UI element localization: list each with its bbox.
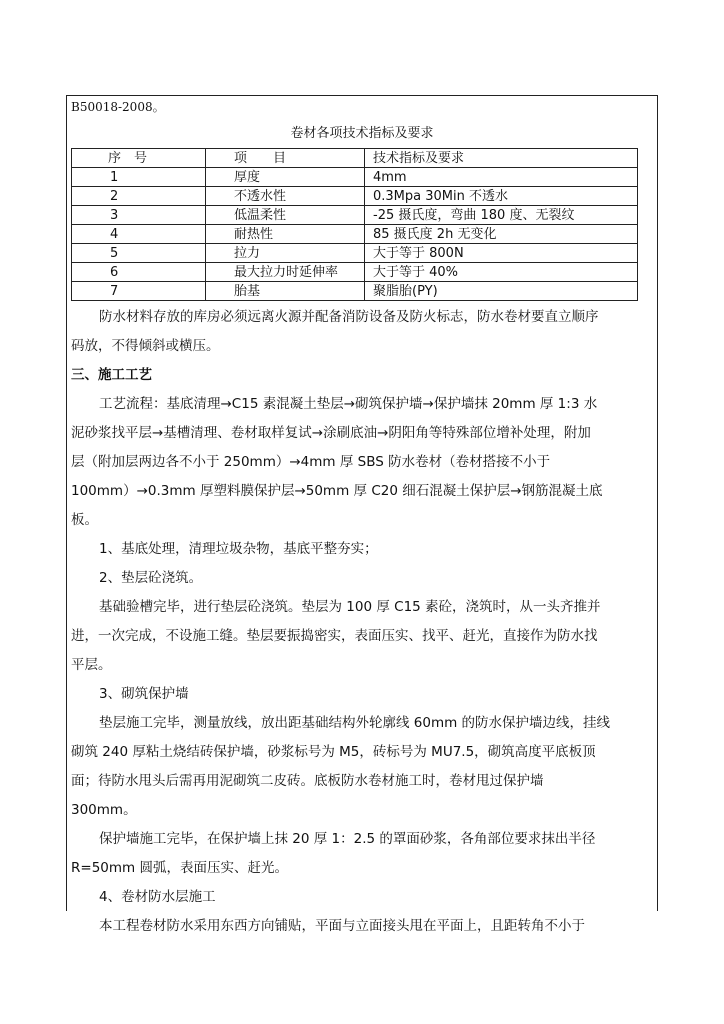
paragraph-plaster-cont: R=50mm 圆弧，表面压实、赶光。 bbox=[71, 860, 288, 876]
paragraph-wall-cont: 砌筑 240 厚粘土烧结砖保护墙，砂浆标号为 M5，砖标号为 MU7.5，砌筑高度平底板顶 bbox=[71, 744, 596, 760]
cell-item: 不透水性 bbox=[206, 187, 365, 206]
paragraph-storage-cont: 码放，不得倾斜或横压。 bbox=[71, 338, 220, 354]
paragraph-storage: 防水材料存放的库房必须远离火源并配备消防设备及防火标志，防水卷材要直立顺序 bbox=[99, 309, 599, 325]
cell-no: 2 bbox=[72, 187, 206, 206]
paragraph-process-cont: 层（附加层两边各不小于 250mm）→4mm 厚 SBS 防水卷材（卷材搭接不小于 bbox=[71, 454, 551, 470]
cell-requirement: 4mm bbox=[365, 168, 638, 187]
paragraph-process-cont: 泥砂浆找平层→基槽清理、卷材取样复试→涂刷底油→阴阳角等特殊部位增补处理，附加 bbox=[71, 425, 591, 441]
paragraph-process-cont: 100mm）→0.3mm 厚塑料膜保护层→50mm 厚 C20 细石混凝土保护层→钢筋混凝土底 bbox=[71, 483, 603, 499]
step-heading: 3、砌筑保护墙 bbox=[99, 686, 189, 702]
standard-reference: B50018-2008。 bbox=[71, 100, 165, 114]
cell-item: 耐热性 bbox=[206, 225, 365, 244]
table-row bbox=[72, 187, 638, 206]
step-heading: 4、卷材防水层施工 bbox=[99, 889, 216, 905]
paragraph-cushion-cont: 进，一次完成，不设施工缝。垫层要振捣密实，表面压实、找平、赶光，直接作为防水找 bbox=[71, 628, 598, 644]
paragraph-process: 工艺流程：基底清理→C15 素混凝土垫层→砌筑保护墙→保护墙抹 20mm 厚 1:3 水 bbox=[99, 396, 598, 412]
cell-requirement: -25 摄氏度，弯曲 180 度、无裂纹 bbox=[365, 206, 638, 225]
table-row bbox=[72, 282, 638, 301]
cell-requirement: 聚脂胎(PY) bbox=[365, 282, 638, 301]
paragraph-plaster: 保护墙施工完毕，在保护墙上抹 20 厚 1：2.5 的罩面砂浆，各角部位要求抹出半径 bbox=[99, 831, 596, 847]
cell-no: 6 bbox=[72, 263, 206, 282]
table-title: 卷材各项技术指标及要求 bbox=[290, 126, 434, 141]
cell-no: 3 bbox=[72, 206, 206, 225]
cell-item: 低温柔性 bbox=[206, 206, 365, 225]
paragraph-cushion-cont: 平层。 bbox=[71, 657, 112, 673]
cell-no: 7 bbox=[72, 282, 206, 301]
header-item: 项 目 bbox=[206, 149, 365, 168]
table-header-row bbox=[72, 149, 638, 168]
cell-requirement: 85 摄氏度 2h 无变化 bbox=[365, 225, 638, 244]
cell-item: 拉力 bbox=[206, 244, 365, 263]
step-heading: 2、垫层砼浇筑。 bbox=[99, 570, 203, 586]
paragraph-wall-cont: 面；待防水甩头后需再用泥砌筑二皮砖。底板防水卷材施工时，卷材甩过保护墙 bbox=[71, 773, 544, 789]
cell-item: 厚度 bbox=[206, 168, 365, 187]
header-no: 序 号 bbox=[72, 149, 206, 168]
header-requirement: 技术指标及要求 bbox=[365, 149, 638, 168]
paragraph-process-cont: 板。 bbox=[71, 512, 98, 528]
cell-item: 最大拉力时延伸率 bbox=[206, 263, 365, 282]
table-row bbox=[72, 244, 638, 263]
step-heading: 1、基底处理，清理垃圾杂物，基底平整夯实； bbox=[99, 541, 378, 557]
cell-item: 胎基 bbox=[206, 282, 365, 301]
paragraph-wall: 垫层施工完毕，测量放线，放出距基础结构外轮廓线 60mm 的防水保护墙边线，挂线 bbox=[99, 715, 611, 731]
cell-no: 5 bbox=[72, 244, 206, 263]
table-row bbox=[72, 263, 638, 282]
cell-requirement: 大于等于 40% bbox=[365, 263, 638, 282]
table-row bbox=[72, 225, 638, 244]
table-row bbox=[72, 168, 638, 187]
cell-requirement: 大于等于 800N bbox=[365, 244, 638, 263]
paragraph-membrane: 本工程卷材防水采用东西方向铺贴，平面与立面接头甩在平面上，且距转角不小于 bbox=[99, 918, 585, 934]
cell-no: 4 bbox=[72, 225, 206, 244]
cell-requirement: 0.3Mpa 30Min 不透水 bbox=[365, 187, 638, 206]
document-body bbox=[71, 303, 655, 941]
cell-no: 1 bbox=[72, 168, 206, 187]
table-row bbox=[72, 206, 638, 225]
spec-table bbox=[71, 148, 638, 301]
paragraph-cushion: 基础验槽完毕，进行垫层砼浇筑。垫层为 100 厚 C15 素砼，浇筑时，从一头齐推并 bbox=[99, 599, 601, 615]
paragraph-wall-cont: 300mm。 bbox=[71, 802, 137, 818]
section-heading: 三、施工工艺 bbox=[71, 367, 152, 383]
